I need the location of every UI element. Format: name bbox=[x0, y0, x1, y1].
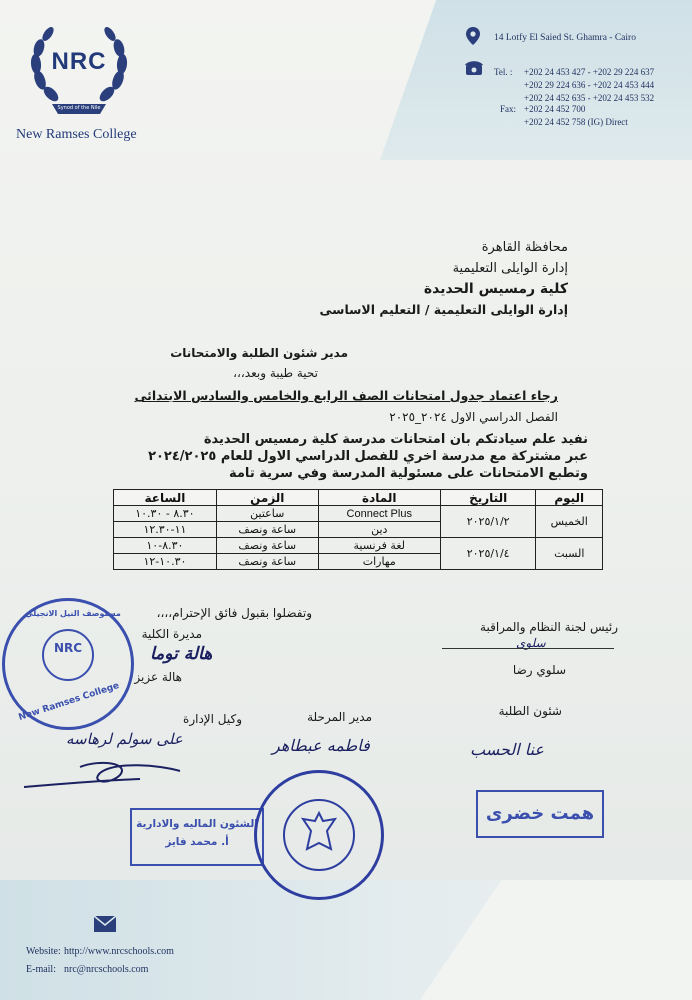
website-link[interactable]: http://www.nrcschools.com bbox=[64, 946, 174, 957]
signature-line bbox=[442, 648, 614, 649]
name-stamp: همت خضرى bbox=[476, 790, 604, 838]
table-row bbox=[114, 538, 603, 554]
website-label: Website: bbox=[26, 946, 61, 957]
closing: وتفضلوا بقبول فائق الإحترام،،،، bbox=[156, 606, 312, 620]
body-line: نفيد علم سيادتكم بان امتحانات مدرسة كلية رمسيس الحديدة bbox=[203, 432, 588, 447]
day-cell: الخميس bbox=[536, 506, 603, 538]
finance-stamp bbox=[130, 808, 264, 866]
tel-line: +202 29 224 636 - +202 24 453 444 bbox=[524, 80, 655, 90]
subject-cell: مهارات bbox=[318, 554, 440, 570]
tel-line: +202 24 452 635 - +202 24 453 532 bbox=[524, 93, 655, 103]
location-pin-icon bbox=[466, 27, 480, 49]
seal-arabic: مستوصف النيل الانجيلي bbox=[25, 609, 121, 618]
seal-text: New Ramses College bbox=[17, 681, 121, 723]
address: 14 Lotfy El Saied St. Ghamra - Cairo bbox=[494, 33, 636, 43]
addressee-line: كلية رمسيس الحديدة bbox=[423, 281, 568, 297]
header-date: التاريخ bbox=[440, 490, 536, 506]
header-time: الساعة bbox=[114, 490, 217, 506]
stage-manager-signature: فاطمه عبطاهر bbox=[272, 736, 370, 755]
eagle-emblem-icon bbox=[299, 809, 339, 857]
deputy-signature-scribble bbox=[20, 755, 190, 795]
students-affairs-signature: عنا الحسب bbox=[470, 740, 544, 759]
deputy-signature: على سولم لرهاسه bbox=[66, 730, 183, 748]
date-cell: ٢٠٢٥/١/٤ bbox=[440, 538, 536, 570]
college-logo bbox=[24, 22, 134, 122]
exam-schedule-table bbox=[113, 489, 603, 570]
header-subject: المادة bbox=[318, 490, 440, 506]
time-cell: ٨.٣٠ - ١٠.٣٠ bbox=[114, 506, 217, 522]
letter-to: مدير شئون الطلبة والامتحانات bbox=[170, 346, 348, 360]
committee-signature: سلوى bbox=[516, 636, 546, 650]
subject-cell: دين bbox=[318, 522, 440, 538]
subject: رجاء اعتماد جدول امتحانات الصف الرابع والخامس والسادس الابتدائى bbox=[134, 388, 558, 403]
students-affairs-title: شئون الطلبة bbox=[498, 704, 562, 718]
header-day: اليوم bbox=[536, 490, 603, 506]
day-cell: السبت bbox=[536, 538, 603, 570]
duration-cell: ساعة ونصف bbox=[216, 522, 318, 538]
date-cell: ٢٠٢٥/١/٢ bbox=[440, 506, 536, 538]
principal-name: هالة عزيز bbox=[134, 670, 182, 684]
table-row bbox=[114, 506, 603, 522]
time-cell: ١١-١٢.٣٠ bbox=[114, 522, 217, 538]
duration-cell: ساعتين bbox=[216, 506, 318, 522]
finance-stamp-name: أ. محمد فايز bbox=[165, 836, 229, 848]
envelope-icon bbox=[94, 916, 116, 936]
principal-signature: هالة توما bbox=[150, 644, 213, 664]
seal-center: NRC bbox=[53, 641, 83, 655]
time-cell: ١٠.٣٠-١٢ bbox=[114, 554, 217, 570]
stage-manager-title: مدير المرحلة bbox=[307, 710, 372, 724]
term: الفصل الدراسي الاول ٢٠٢٤_٢٠٢٥ bbox=[389, 410, 558, 424]
logo-abbr: NRC bbox=[51, 48, 107, 75]
addressee-line: إدارة الوايلى التعليمية bbox=[452, 261, 568, 276]
table-header-row bbox=[114, 490, 603, 506]
tel-label: Tel. : bbox=[494, 67, 513, 77]
official-seal bbox=[254, 770, 384, 900]
committee-name: سلوي رضا bbox=[512, 663, 566, 677]
body-line: عبر مشتركة مع مدرسة اخري للفصل الدراسي الاول للعام ٢٠٢٤/٢٠٢٥ bbox=[148, 449, 588, 464]
duration-cell: ساعة ونصف bbox=[216, 554, 318, 570]
finance-stamp-title: الشئون الماليه والادارية bbox=[136, 818, 258, 830]
body-line: وتطبع الامتحانات على مسئولية المدرسة وفي سرية تامة bbox=[229, 466, 588, 481]
duration-cell: ساعة ونصف bbox=[216, 538, 318, 554]
addressee-line: إدارة الوايلى التعليمية / التعليم الاساسى bbox=[319, 302, 568, 317]
fax-line: +202 24 452 758 (IG) Direct bbox=[524, 117, 628, 127]
subject-cell: لغة فرنسية bbox=[318, 538, 440, 554]
addressee-line: محافظة القاهرة bbox=[481, 240, 568, 255]
tel-line: +202 24 453 427 - +202 29 224 637 bbox=[524, 67, 655, 77]
time-cell: ٨.٣٠-١٠ bbox=[114, 538, 217, 554]
principal-title: مديرة الكلية bbox=[141, 627, 202, 641]
email-link[interactable]: nrc@nrcschools.com bbox=[64, 964, 149, 975]
header-duration: الزمن bbox=[216, 490, 318, 506]
fax-label: Fax: bbox=[500, 104, 517, 114]
deputy-title: وكيل الإدارة bbox=[183, 712, 242, 726]
logo-ribbon: Synod of the Nile bbox=[57, 105, 101, 111]
greeting: تحية طيبة وبعد،،، bbox=[233, 366, 318, 380]
subject-cell: Connect Plus bbox=[318, 506, 440, 522]
email-label: E-mail: bbox=[26, 964, 56, 975]
college-seal bbox=[2, 598, 134, 730]
college-name: New Ramses College bbox=[16, 127, 137, 142]
fax-line: +202 24 452 700 bbox=[524, 104, 586, 114]
telephone-icon bbox=[464, 60, 484, 80]
committee-title: رئيس لجنة النظام والمراقبة bbox=[480, 620, 618, 634]
